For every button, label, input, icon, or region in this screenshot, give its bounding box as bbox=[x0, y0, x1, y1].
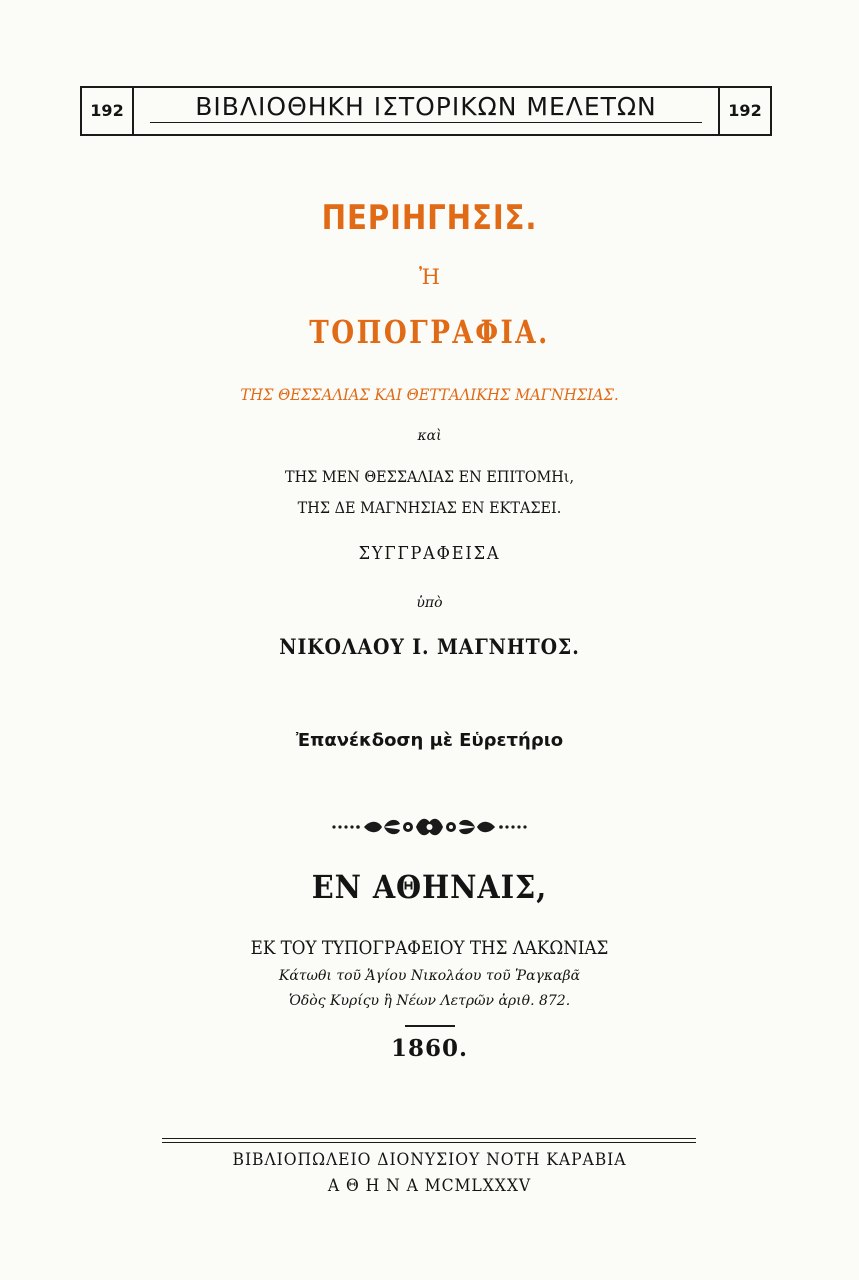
header-rule-bottom bbox=[80, 134, 772, 136]
or-word: Ἠ bbox=[419, 265, 440, 289]
author-name: ΝΙΚΟΛΑΟΥ Ι. ΜΑΓΝΗΤΟΣ. bbox=[279, 634, 580, 659]
by-word: ὑπὸ bbox=[416, 595, 443, 611]
second-title: ΤΟΠΟΓΡΑΦΙΑ. bbox=[309, 313, 550, 351]
imprint-place: ΕΝ ΑΘΗΝΑΙΣ, bbox=[311, 868, 548, 906]
main-title: ΠΕΡΙΗΓΗΣΙΣ. bbox=[321, 198, 538, 238]
reissue-note: Ἐπανέκδοση μὲ Εὑρετήριο bbox=[295, 730, 564, 751]
footer-rule-bottom bbox=[162, 1142, 696, 1143]
floral-ornament-icon bbox=[330, 812, 529, 842]
description-line-2: ΤΗΣ ΔΕ ΜΑΓΝΗΣΙΑΣ ΕΝ ΕΚΤΑΣΕΙ. bbox=[297, 498, 562, 517]
imprint-address-line-1: Κάτωθι τοῦ Ἁγίου Νικολάου τοῦ Ῥαγκαβᾶ bbox=[278, 968, 581, 984]
written-word: ΣΥΓΓΡΑΦΕΙΣΑ bbox=[358, 543, 501, 564]
series-title-underline bbox=[150, 122, 702, 123]
footer-publisher: ΒΙΒΛΙΟΠΩΛΕΙΟ ΔΙΟΝΥΣΙΟΥ ΝΟΤΗ ΚΑΡΑΒΙΑ bbox=[232, 1150, 627, 1170]
footer-rule-top bbox=[162, 1138, 696, 1139]
and-word: καὶ bbox=[417, 428, 442, 444]
subtitle: ΤΗΣ ΘΕΣΣΑΛΙΑΣ ΚΑΙ ΘΕΤΤΑΛΙΚΗΣ ΜΑΓΝΗΣΙΑΣ. bbox=[240, 385, 619, 404]
imprint-year: 1860. bbox=[390, 1035, 469, 1062]
imprint-printer: ΕΚ ΤΟΥ ΤΥΠΟΓΡΑΦΕΙΟΥ ΤΗΣ ΛΑΚΩΝΙΑΣ bbox=[250, 937, 609, 959]
year-divider bbox=[405, 1025, 455, 1027]
header-rule-top bbox=[80, 86, 772, 88]
footer-city-year: Α Θ Η Ν Α MCMLXXXV bbox=[327, 1176, 532, 1196]
series-number-left: 192 bbox=[80, 86, 134, 134]
series-number-right: 192 bbox=[718, 86, 772, 134]
description-line-1: ΤΗΣ ΜΕΝ ΘΕΣΣΑΛΙΑΣ ΕΝ ΕΠΙΤΟΜΗι, bbox=[284, 467, 575, 486]
imprint-address-line-2: Ὁδὸς Κυρίςυ ἢ Νέων Λετρῶν ἀριθ. 872. bbox=[288, 993, 571, 1009]
series-header bbox=[80, 86, 772, 134]
series-title: ΒΙΒΛΙΟΘΗΚΗ ΙΣΤΟΡΙΚΩΝ ΜΕΛΕΤΩΝ bbox=[195, 92, 657, 121]
